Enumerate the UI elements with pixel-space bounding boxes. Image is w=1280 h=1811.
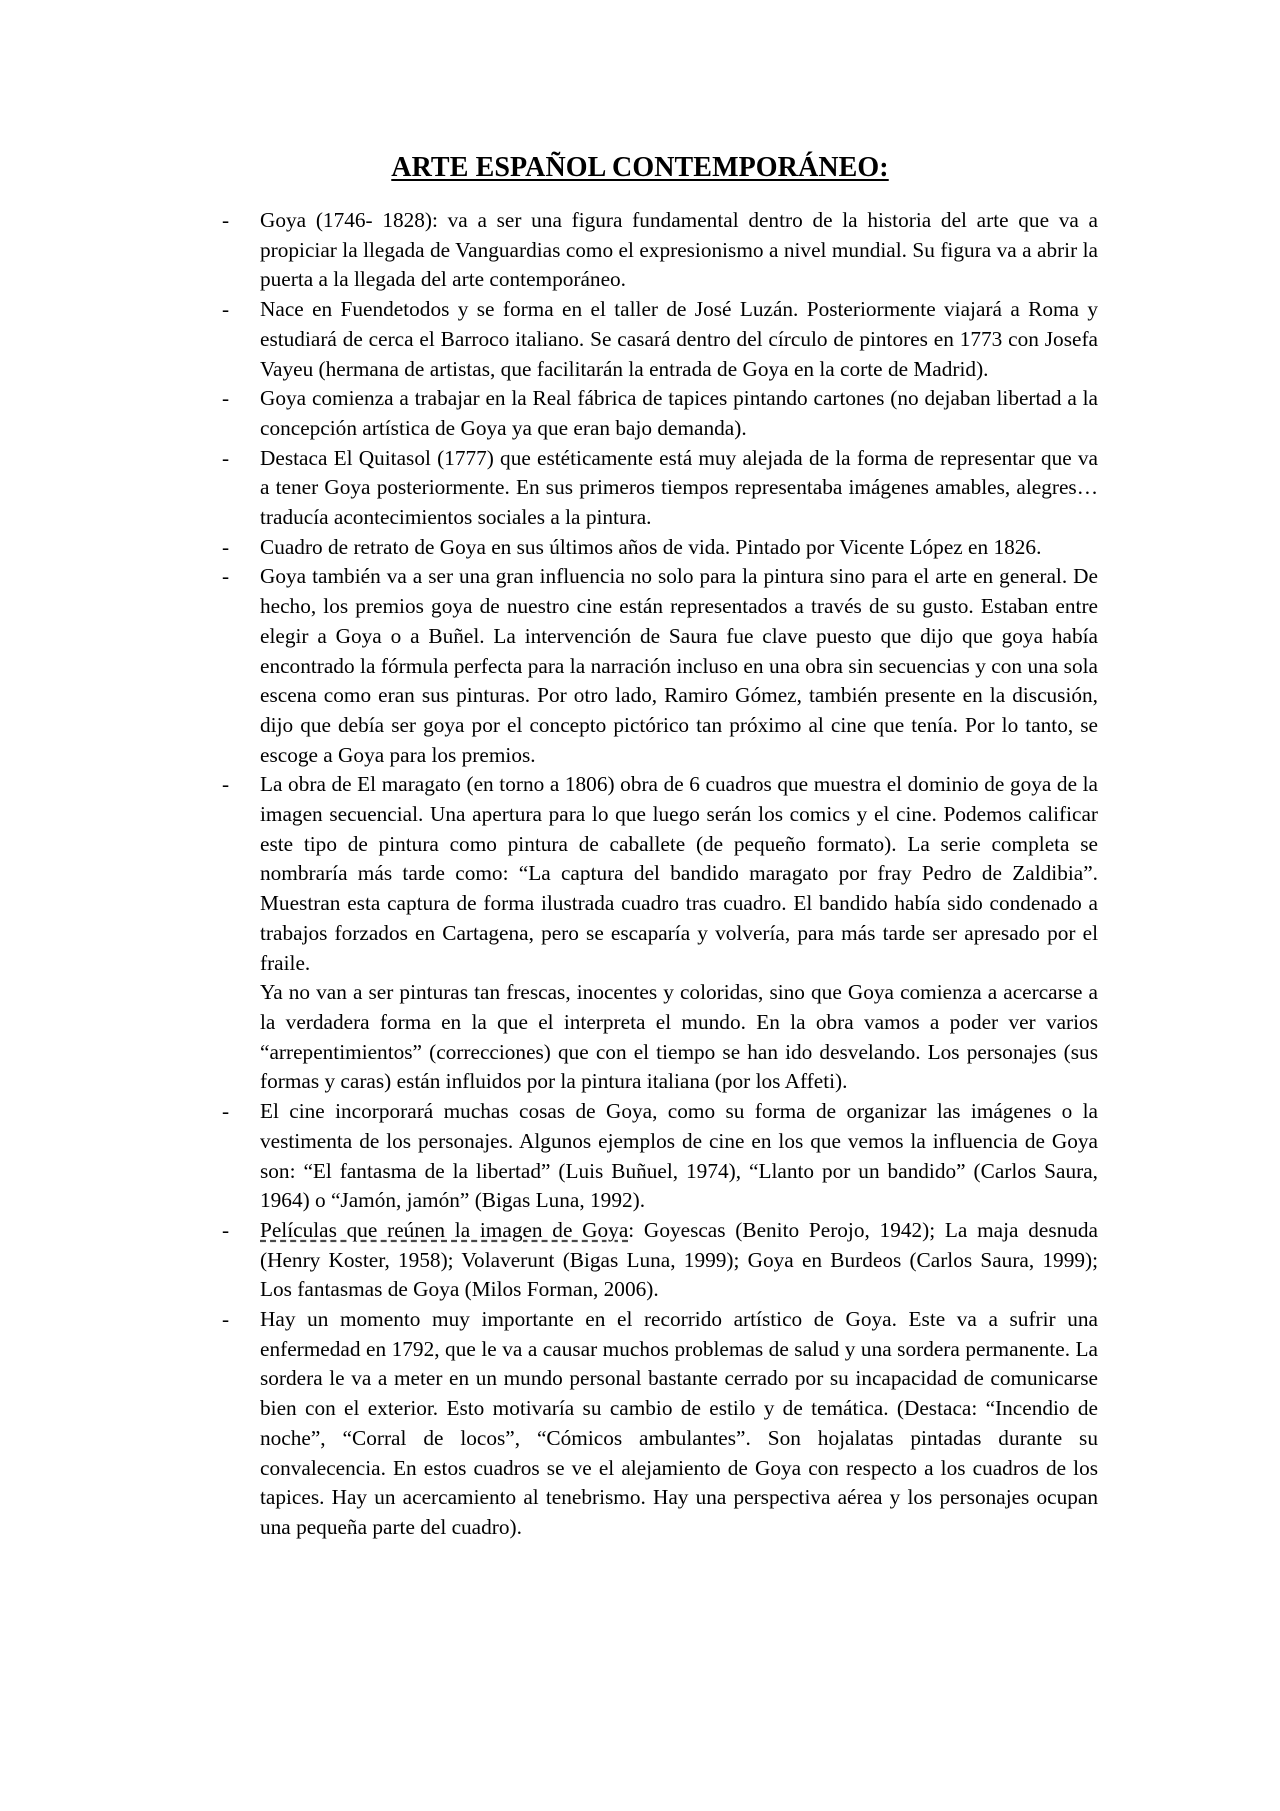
paragraph: Nace en Fuendetodos y se forma en el taller de José Luzán. Posteriormente viajará a Roma y estudiará de cerca el Barroco italiano. Se casará dentro del círculo de pintores en 1773 con Josefa Vayeu (hermana de artistas, que facilitarán la entrada de Goya en la corte de Madrid).: [260, 297, 1098, 381]
list-item: [222, 533, 1098, 563]
list-item: [222, 1216, 1098, 1305]
list-item: [222, 444, 1098, 533]
bullet-dash: -: [222, 386, 230, 411]
paragraph: Destaca El Quitasol (1777) que estéticamente está muy alejada de la forma de representar que va a tener Goya posteriormente. En sus primeros tiempos representaba imágenes amables, alegres…traducía acontecimientos sociales a la pintura.: [260, 445, 1098, 530]
paragraph: Goya comienza a trabajar en la Real fábrica de tapices pintando cartones (no dejaban libertad a la concepción artística de Goya ya que eran bajo demanda).: [260, 386, 1098, 440]
paragraph: El cine incorporará muchas cosas de Goya, como su forma de organizar las imágenes o la vestimenta de los personajes. Algunos ejemplos de cine en los que vemos la influencia de Goya son: “El fantasma de la libertad” (Luis Buñuel, 1974), “Llanto por un bandido” (Carlos Saura, 1964) o “Jamón, jamón” (Bigas Luna, 1992).: [260, 1099, 1098, 1213]
bullet-list: [222, 206, 1098, 1543]
paragraph: Goya también va a ser una gran influencia no solo para la pintura sino para el arte en general. De hecho, los premios goya de nuestro cine están representados a través de su gusto. Estaban entre elegir a Goya o a Buñel. La intervención de Saura fue clave puesto que dijo que goya había encontrado la fórmula perfecta para la narración incluso en una obra sin secuencias y con una sola escena como eran sus pinturas. Por otro lado, Ramiro Gómez, también presente en la discusión, dijo que debía ser goya por el concepto pictórico tan próximo al cine que tenía. Por lo tanto, se escoge a Goya para los premios.: [260, 564, 1098, 767]
paragraph: Cuadro de retrato de Goya en sus últimos años de vida. Pintado por Vicente López en 1826.: [260, 534, 1042, 559]
document-title: ARTE ESPAÑOL CONTEMPORÁNEO:: [391, 152, 889, 183]
bullet-dash: -: [222, 1217, 230, 1242]
bullet-dash: -: [222, 445, 230, 470]
bullet-dash: -: [222, 534, 230, 559]
list-item: [222, 295, 1098, 384]
paragraph: Hay un momento muy importante en el recorrido artístico de Goya. Este va a sufrir una enfermedad en 1792, que le va a causar muchos problemas de salud y una sordera permanente. La sordera le va a meter en un mundo personal bastante cerrado por su incapacidad de comunicarse bien con el exterior. Esto motivaría su cambio de estilo y de temática. (Destaca: “Incendio de noche”, “Corral de locos”, “Cómicos ambulantes”. Son hojalatas pintadas durante su convalecencia. En estos cuadros se ve el alejamiento de Goya con respecto a los cuadros de los tapices. Hay un acercamiento al tenebrismo. Hay una perspectiva aérea y los personajes ocupan una pequeña parte del cuadro).: [260, 1307, 1098, 1539]
bullet-dash: -: [222, 1099, 230, 1124]
list-item: [222, 1305, 1098, 1543]
underlined-lead: Películas que reúnen la imagen de Goya: [260, 1217, 629, 1242]
paragraph: Goya (1746- 1828): va a ser una figura fundamental dentro de la historia del arte que va a propiciar la llegada de Vanguardias como el expresionismo a nivel mundial. Su figura va a abrir la puerta a la llegada del arte contemporáneo.: [260, 208, 1098, 292]
list-item: [222, 206, 1098, 295]
bullet-dash: -: [222, 564, 230, 589]
bullet-dash: -: [222, 772, 230, 797]
paragraph-text: : Goyescas (Benito Perojo, 1942); La maja desnuda (Henry Koster, 1958); Volaverunt (Bigas Luna, 1999); Goya en Burdeos (Carlos Saura, 1999); Los fantasmas de Goya (Milos Forman, 2006).: [260, 1217, 1099, 1302]
list-item: [222, 1097, 1098, 1216]
paragraph: La obra de El maragato (en torno a 1806) obra de 6 cuadros que muestra el dominio de goya de la imagen secuencial. Una apertura para lo que luego serán los comics y el cine. Podemos calificar este tipo de pintura como pintura de caballete (de pequeño formato). La serie completa se nombraría más tarde como: “La captura del bandido maragato por fray Pedro de Zaldibia”. Muestran esta captura de forma ilustrada cuadro tras cuadro. El bandido había sido condenado a trabajos forzados en Cartagena, pero se escaparía y volvería, para más tarde ser apresado por el fraile.: [260, 772, 1098, 975]
list-item: [222, 770, 1098, 1097]
paragraph-continuation: Ya no van a ser pinturas tan frescas, inocentes y coloridas, sino que Goya comienza a acercarse a la verdadera forma en la que el interpreta el mundo. En la obra vamos a poder ver varios “arrepentimientos” (correcciones) que con el tiempo se han ido desvelando. Los personajes (sus formas y caras) están influidos por la pintura italiana (por los Affeti).: [260, 980, 1098, 1094]
list-item: [222, 384, 1098, 443]
list-item: [222, 562, 1098, 770]
bullet-dash: -: [222, 208, 230, 232]
bullet-dash: -: [222, 297, 230, 322]
paragraph: [260, 1216, 1098, 1305]
bullet-dash: -: [222, 1307, 230, 1332]
